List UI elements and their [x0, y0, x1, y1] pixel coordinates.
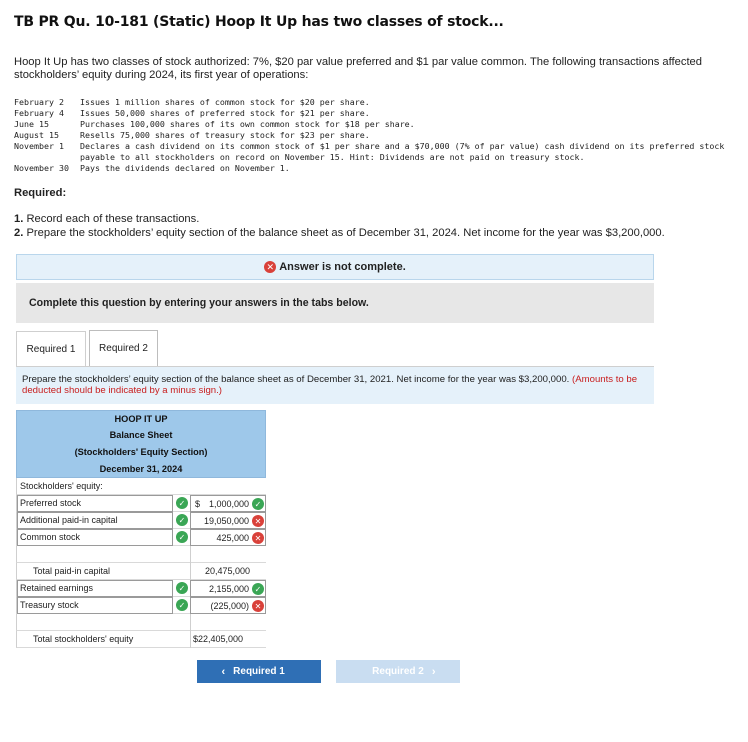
check-circle-icon: ✓ — [176, 497, 188, 509]
amount-value: 19,050,000 — [203, 516, 249, 526]
row-label: Total stockholders' equity — [33, 634, 134, 644]
transaction-item — [14, 163, 734, 174]
transaction-item — [14, 141, 734, 163]
page-title: TB PR Qu. 10-181 (Static) Hoop It Up has two classes of stock... — [14, 14, 504, 30]
check-circle-icon: ✓ — [252, 583, 264, 595]
transaction-text: Resells 75,000 shares of treasury stock for $23 per share. — [80, 130, 370, 140]
row-label: Preferred stock — [20, 498, 82, 508]
amount-cell — [190, 563, 266, 580]
tab-label: Required 2 — [99, 343, 148, 354]
amount-cell — [190, 614, 266, 631]
amount-value: $22,405,000 — [193, 634, 244, 644]
chevron-right-icon: › — [431, 665, 436, 678]
check-circle-icon: ✓ — [252, 498, 264, 510]
requirement-text: Record each of these transactions. — [26, 213, 200, 225]
chevron-left-icon: ‹ — [221, 665, 226, 678]
tab-prompt — [16, 366, 654, 404]
next-button-label: Required 2 — [372, 666, 424, 677]
requirement-number: 1. — [14, 213, 24, 225]
tab-label: Required 1 — [26, 343, 76, 355]
transaction-date: February 4 — [14, 108, 64, 118]
requirement-text: Prepare the stockholders’ equity section of the balance sheet as of December 31, 2024. Net income for the year was $3,200,000. — [26, 227, 665, 239]
prompt-text: Prepare the stockholders’ equity section of the balance sheet as of December 31, 2021. Net income for the year was $3,200,000. — [22, 374, 570, 385]
tab-required-2[interactable] — [89, 330, 158, 366]
x-circle-icon: ✕ — [252, 515, 264, 527]
requirement-item — [14, 212, 734, 226]
x-circle-icon: ✕ — [264, 261, 276, 273]
amount-value: 1,000,000 — [208, 499, 249, 509]
x-circle-icon: ✕ — [252, 600, 264, 612]
prompt-note: (Amounts to be deducted should be indicated by a minus sign.) — [22, 374, 638, 396]
table-row — [16, 478, 266, 495]
table-row — [16, 495, 266, 512]
table-row — [16, 614, 266, 631]
transaction-date: February 2 — [14, 97, 64, 107]
amount-value: 2,155,000 — [208, 584, 249, 594]
table-row — [16, 580, 266, 597]
table-row — [16, 563, 266, 580]
table-row — [16, 512, 266, 529]
transaction-item — [14, 119, 734, 130]
required-heading: Required: — [14, 187, 67, 199]
amount-input-common-stock[interactable] — [190, 529, 266, 546]
transaction-item — [14, 108, 734, 119]
check-circle-icon: ✓ — [176, 531, 188, 543]
amount-value: 20,475,000 — [204, 566, 250, 576]
instruction-banner — [16, 283, 654, 323]
row-label: Stockholders' equity: — [20, 481, 103, 491]
table-row — [16, 546, 266, 563]
check-circle-icon: ✓ — [176, 582, 188, 594]
table-row — [16, 529, 266, 546]
company-name: HOOP IT UP — [17, 410, 265, 427]
check-circle-icon: ✓ — [176, 599, 188, 611]
row-label: Treasury stock — [20, 600, 79, 610]
transaction-date: November 1 — [14, 141, 64, 151]
statement-date: December 31, 2024 — [17, 461, 265, 478]
row-label: Additional paid-in capital — [20, 515, 118, 525]
answer-status-text: Answer is not complete. — [279, 261, 406, 273]
requirement-item — [14, 226, 734, 240]
transactions-list — [14, 97, 734, 174]
transaction-text: Declares a cash dividend on its common stock of $1 per share and a $70,000 (7% of par value) cash dividend on its preferred stock payable to all stockholders on record on November 15. Hint: Dividends are not paid on treasury stock. — [80, 141, 725, 162]
instruction-text: Complete this question by entering your answers in the tabs below. — [29, 297, 369, 309]
transaction-text: Issues 1 million shares of common stock for $20 per share. — [80, 97, 370, 107]
answer-status-banner — [16, 254, 654, 280]
transaction-date: August 15 — [14, 130, 59, 140]
row-label: Total paid-in capital — [33, 566, 111, 576]
row-label: Retained earnings — [20, 583, 94, 593]
requirements-list — [14, 212, 734, 240]
prev-button-label: Required 1 — [233, 666, 285, 677]
x-circle-icon: ✕ — [252, 532, 264, 544]
problem-intro: Hoop It Up has two classes of stock authorized: 7%, $20 par value preferred and $1 par value common. The following transactions affected stockholders’ equity during 2024, its first year of operations: — [14, 56, 703, 81]
transaction-text: Pays the dividends declared on November 1. — [80, 163, 290, 173]
amount-input-retained-earnings[interactable] — [190, 580, 266, 597]
table-row — [16, 631, 266, 648]
requirement-number: 2. — [14, 227, 24, 239]
amount-cell — [190, 546, 266, 563]
statement-name: Balance Sheet — [109, 430, 173, 440]
transaction-date: June 15 — [14, 119, 49, 129]
check-circle-icon: ✓ — [176, 514, 188, 526]
balance-sheet-table — [16, 410, 266, 648]
tab-required-1[interactable] — [16, 331, 86, 366]
amount-input-apic[interactable] — [190, 512, 266, 529]
transaction-text: Purchases 100,000 shares of its own common stock for $18 per share. — [80, 119, 415, 129]
table-row — [16, 597, 266, 614]
row-label: Common stock — [20, 532, 81, 542]
amount-cell — [190, 631, 266, 648]
amount-value: 425,000 — [216, 533, 249, 543]
amount-input-preferred-stock[interactable] — [190, 495, 266, 512]
balance-sheet-header — [16, 410, 266, 478]
transaction-text: Issues 50,000 shares of preferred stock for $21 per share. — [80, 108, 370, 118]
transaction-item — [14, 130, 734, 141]
amount-input-treasury-stock[interactable] — [190, 597, 266, 614]
statement-section: (Stockholders' Equity Section) — [74, 447, 208, 457]
transaction-date: November 30 — [14, 163, 69, 173]
dollar-sign: $ — [195, 499, 201, 509]
prev-required-button[interactable] — [197, 660, 321, 683]
next-required-button[interactable] — [336, 660, 460, 683]
amount-value: (225,000) — [210, 601, 249, 611]
transaction-item — [14, 97, 734, 108]
